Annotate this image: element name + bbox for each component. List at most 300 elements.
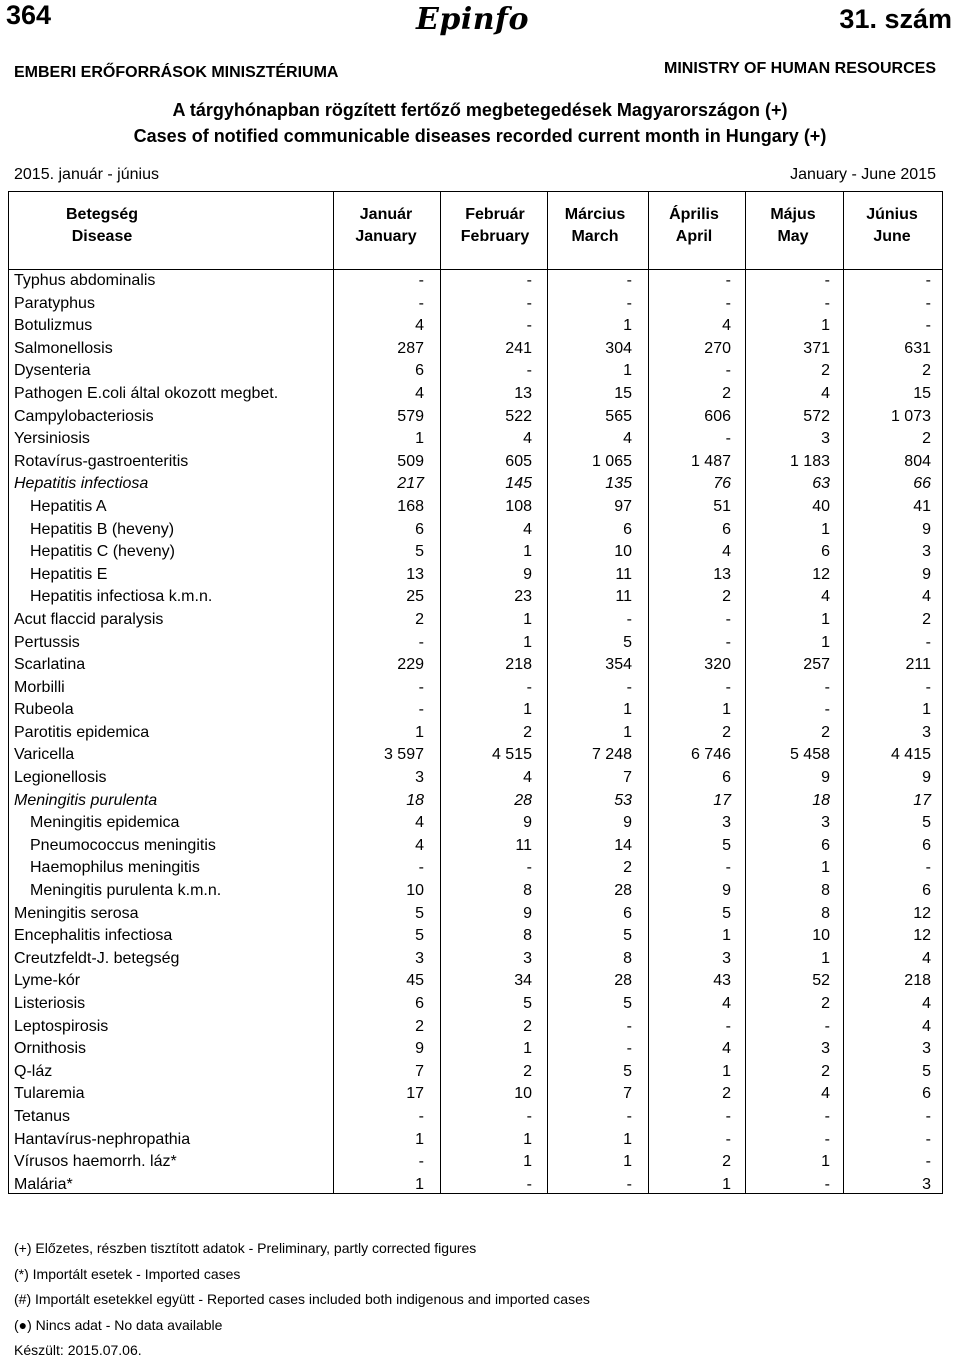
column-separator: [745, 192, 746, 1193]
case-count-cell: 1: [623, 723, 632, 741]
case-count-cell: 2: [821, 723, 830, 741]
column-header-hu: Március: [564, 206, 626, 223]
table-row: [9, 406, 942, 429]
case-count-cell: -: [925, 317, 931, 335]
disease-name: Listeriosis: [14, 995, 86, 1012]
case-count-cell: 17: [406, 1085, 424, 1103]
table-row: [9, 270, 942, 293]
case-count-cell: 18: [812, 791, 830, 809]
case-count-cell: 1: [415, 1130, 424, 1148]
case-count-cell: 1: [722, 1062, 731, 1080]
case-count-cell: 1: [523, 1130, 532, 1148]
case-count-cell: 6: [623, 904, 632, 922]
case-count-cell: 509: [397, 452, 424, 470]
column-header: [22, 204, 182, 248]
case-count-cell: -: [725, 610, 731, 628]
case-count-cell: 3 597: [383, 746, 424, 764]
case-count-cell: -: [725, 859, 731, 877]
case-count-cell: 1: [821, 859, 830, 877]
disease-name: Ornithosis: [14, 1040, 87, 1058]
disease-name: Encephalitis infectiosa: [14, 927, 173, 945]
table-row: [9, 428, 942, 451]
table-row: [9, 790, 942, 813]
case-count-cell: 7 248: [591, 746, 632, 764]
case-count-cell: 15: [913, 384, 931, 402]
case-count-cell: 5: [922, 814, 931, 832]
case-count-cell: 287: [397, 339, 424, 357]
case-count-cell: 10: [514, 1085, 532, 1103]
case-count-cell: 4: [415, 814, 424, 832]
disease-name: Typhus abdominalis: [14, 272, 156, 289]
case-count-cell: 218: [904, 972, 931, 990]
case-count-cell: 8: [821, 882, 830, 900]
case-count-cell: -: [725, 1130, 731, 1148]
case-count-cell: -: [626, 1175, 632, 1193]
case-count-cell: 1: [623, 317, 632, 335]
case-count-cell: 13: [713, 565, 731, 583]
column-header-hu: Betegség: [65, 206, 139, 223]
case-count-cell: 1 183: [789, 452, 830, 470]
case-count-cell: -: [725, 430, 731, 448]
table-row: [9, 948, 942, 971]
case-count-cell: 579: [397, 407, 424, 425]
table-row: [9, 315, 942, 338]
case-count-cell: 6: [415, 520, 424, 538]
case-count-cell: -: [925, 633, 931, 651]
case-count-cell: 1: [821, 520, 830, 538]
case-count-cell: 1: [821, 1153, 830, 1171]
case-count-cell: -: [626, 294, 632, 312]
case-count-cell: -: [526, 272, 532, 289]
case-count-cell: 63: [812, 475, 830, 493]
case-count-cell: 565: [605, 407, 632, 425]
case-count-cell: 5: [523, 995, 532, 1012]
case-count-cell: 52: [812, 972, 830, 990]
disease-name: Meningitis purulenta: [14, 791, 158, 809]
case-count-cell: -: [418, 294, 424, 312]
case-count-cell: 10: [406, 882, 424, 900]
case-count-cell: 5: [623, 1062, 632, 1080]
case-count-cell: 41: [913, 497, 931, 515]
case-count-cell: 1: [523, 1040, 532, 1058]
table-row: [9, 722, 942, 745]
table-row: [9, 857, 942, 880]
column-header-en: Disease: [71, 228, 133, 245]
disease-name: Botulizmus: [14, 317, 93, 335]
disease-name: Scarlatina: [14, 656, 86, 674]
case-count-cell: 257: [803, 656, 830, 674]
column-separator: [547, 192, 548, 1193]
disease-name: Salmonellosis: [14, 339, 113, 357]
case-count-cell: -: [925, 1130, 931, 1148]
case-count-cell: 5: [415, 904, 424, 922]
case-count-cell: 1: [821, 317, 830, 335]
table-row: [9, 1061, 942, 1084]
case-count-cell: 45: [406, 972, 424, 990]
column-header-hu: Május: [770, 206, 816, 223]
case-count-cell: 1: [623, 701, 632, 719]
case-count-cell: 6: [922, 836, 931, 854]
column-header-hu: Január: [359, 206, 413, 223]
case-count-cell: 1 073: [890, 407, 931, 425]
column-separator: [333, 192, 334, 1193]
case-count-cell: 12: [913, 904, 931, 922]
case-count-cell: 5: [623, 995, 632, 1012]
case-count-cell: 53: [614, 791, 632, 809]
disease-name: Meningitis serosa: [14, 904, 139, 922]
case-count-cell: 40: [812, 497, 830, 515]
case-count-cell: 76: [713, 475, 731, 493]
case-count-cell: 3: [922, 1175, 931, 1193]
case-count-cell: 2: [722, 1153, 731, 1171]
case-count-cell: 9: [922, 565, 931, 583]
table-row: [9, 586, 942, 609]
case-count-cell: -: [526, 294, 532, 312]
case-count-cell: -: [526, 1107, 532, 1125]
case-count-cell: 97: [614, 497, 632, 515]
case-count-cell: 3: [821, 1040, 830, 1058]
case-count-cell: 5: [415, 543, 424, 561]
case-count-cell: 2: [722, 384, 731, 402]
disease-name: Rubeola: [14, 701, 74, 719]
case-count-cell: -: [418, 1153, 424, 1171]
case-count-cell: 11: [615, 565, 632, 583]
case-count-cell: -: [418, 859, 424, 877]
case-count-cell: 6: [722, 520, 731, 538]
case-count-cell: 4: [821, 1085, 830, 1103]
case-count-cell: 6: [623, 520, 632, 538]
table-row: [9, 1083, 942, 1106]
column-header-hu: Április: [669, 206, 719, 223]
case-count-cell: 1: [821, 610, 830, 628]
case-count-cell: 2: [523, 723, 532, 741]
case-count-cell: 217: [397, 475, 424, 493]
case-count-cell: 1 487: [690, 452, 731, 470]
case-count-cell: 3: [922, 723, 931, 741]
case-count-cell: 1: [623, 362, 632, 380]
case-count-cell: 572: [803, 407, 830, 425]
case-count-cell: -: [925, 294, 931, 312]
disease-name: Haemophilus meningitis: [30, 859, 200, 877]
column-separator: [440, 192, 441, 1193]
case-count-cell: 23: [514, 588, 532, 606]
case-count-cell: 1: [415, 723, 424, 741]
case-count-cell: 4: [722, 317, 731, 335]
disease-name: Tularemia: [14, 1085, 85, 1103]
case-count-cell: 5: [623, 633, 632, 651]
table-row: [9, 473, 942, 496]
table-row: [9, 1174, 942, 1197]
table-row: [9, 993, 942, 1016]
case-count-cell: 5: [722, 904, 731, 922]
table-row: [9, 1038, 942, 1061]
case-count-cell: -: [526, 1175, 532, 1193]
case-count-cell: -: [925, 1107, 931, 1125]
case-count-cell: -: [626, 1040, 632, 1058]
case-count-cell: 4: [922, 588, 931, 606]
case-count-cell: 28: [514, 791, 532, 809]
case-count-cell: 2: [722, 1085, 731, 1103]
case-count-cell: -: [824, 272, 830, 289]
table-row: [9, 1129, 942, 1152]
table-row: [9, 925, 942, 948]
case-count-cell: -: [824, 1175, 830, 1193]
case-count-cell: -: [925, 678, 931, 696]
footnotes: [14, 1236, 590, 1338]
case-count-cell: -: [824, 701, 830, 719]
table-title-hu: A tárgyhónapban rögzített fertőző megbetegedések Magyarországon (+): [172, 100, 788, 120]
case-count-cell: -: [824, 678, 830, 696]
disease-name: Pneumococcus meningitis: [30, 836, 216, 854]
case-count-cell: 2: [415, 610, 424, 628]
case-count-cell: 2: [821, 995, 830, 1012]
case-count-cell: 1: [523, 633, 532, 651]
disease-name: Lyme-kór: [14, 972, 81, 990]
case-count-cell: 5: [623, 927, 632, 945]
case-count-cell: -: [824, 1130, 830, 1148]
table-row: [9, 383, 942, 406]
table-row: [9, 654, 942, 677]
case-count-cell: 15: [614, 384, 632, 402]
case-count-cell: 4: [821, 384, 830, 402]
case-count-cell: 11: [515, 836, 532, 854]
table-row: [9, 970, 942, 993]
table-row: [9, 564, 942, 587]
case-count-cell: 7: [415, 1062, 424, 1080]
case-count-cell: 18: [406, 791, 424, 809]
table-row: [9, 699, 942, 722]
column-separator: [843, 192, 844, 1193]
disease-name: Legionellosis: [14, 769, 107, 787]
case-count-cell: 4: [415, 836, 424, 854]
table-row: [9, 632, 942, 655]
case-count-cell: 5: [722, 836, 731, 854]
case-count-cell: 8: [623, 949, 632, 967]
case-count-cell: 6: [922, 1085, 931, 1103]
case-count-cell: 145: [505, 475, 532, 493]
case-count-cell: -: [725, 294, 731, 312]
footnote: (+) Előzetes, részben tisztított adatok - Preliminary, partly corrected figures: [14, 1240, 477, 1256]
case-count-cell: 5 458: [789, 746, 830, 764]
case-count-cell: 3: [523, 949, 532, 967]
case-count-cell: 1: [623, 1153, 632, 1171]
table-row: [9, 1016, 942, 1039]
case-count-cell: 6: [821, 836, 830, 854]
case-count-cell: 4: [821, 588, 830, 606]
case-count-cell: 270: [704, 339, 731, 357]
case-count-cell: -: [626, 1017, 632, 1035]
case-count-cell: 211: [905, 656, 931, 674]
case-count-cell: -: [725, 1017, 731, 1035]
case-count-cell: 3: [722, 949, 731, 967]
case-count-cell: 3: [821, 814, 830, 832]
table-row: [9, 360, 942, 383]
case-count-cell: 9: [722, 882, 731, 900]
case-count-cell: 1: [722, 1175, 731, 1193]
footnote: (#) Importált esetekkel együtt - Reported cases included both indigenous and imported cases: [14, 1291, 590, 1307]
case-count-cell: -: [626, 272, 632, 289]
case-count-cell: 9: [523, 565, 532, 583]
case-count-cell: 2: [523, 1017, 532, 1035]
case-count-cell: 631: [904, 339, 931, 357]
case-count-cell: 3: [821, 430, 830, 448]
case-count-cell: 4: [523, 769, 532, 787]
disease-name: Hepatitis infectiosa k.m.n.: [30, 588, 213, 606]
case-count-cell: 7: [623, 769, 632, 787]
disease-name: Parotitis epidemica: [14, 723, 150, 741]
case-count-cell: 4: [623, 430, 632, 448]
disease-name: Meningitis epidemica: [30, 814, 180, 832]
case-count-cell: 371: [803, 339, 830, 357]
case-count-cell: -: [626, 610, 632, 628]
disease-name: Pertussis: [14, 633, 80, 651]
case-count-cell: -: [526, 859, 532, 877]
case-count-cell: 6: [821, 543, 830, 561]
case-count-cell: 17: [713, 791, 731, 809]
case-count-cell: 4: [922, 949, 931, 967]
table-body: [9, 270, 942, 1196]
case-count-cell: 1: [523, 610, 532, 628]
disease-name: Hepatitis B (heveny): [30, 520, 175, 538]
case-count-cell: -: [626, 678, 632, 696]
case-count-cell: 9: [415, 1040, 424, 1058]
table-row: [9, 1106, 942, 1129]
disease-name: Tetanus: [14, 1107, 71, 1125]
case-count-cell: -: [725, 272, 731, 289]
table-row: [9, 812, 942, 835]
case-count-cell: -: [526, 678, 532, 696]
disease-name: Yersiniosis: [14, 430, 90, 448]
case-count-cell: -: [526, 362, 532, 380]
case-count-cell: 5: [922, 1062, 931, 1080]
case-count-cell: 2: [722, 588, 731, 606]
table-header: [9, 192, 942, 270]
case-count-cell: 1: [821, 633, 830, 651]
case-count-cell: -: [725, 362, 731, 380]
disease-name: Leptospirosis: [14, 1017, 109, 1035]
case-count-cell: 1: [523, 701, 532, 719]
case-count-cell: 3: [722, 814, 731, 832]
case-count-cell: 2: [415, 1017, 424, 1035]
case-count-cell: 804: [904, 452, 931, 470]
case-count-cell: 10: [614, 543, 632, 561]
table-row: [9, 880, 942, 903]
disease-name: Hepatitis E: [30, 565, 108, 583]
case-count-cell: 4: [415, 384, 424, 402]
case-count-cell: 4: [722, 543, 731, 561]
case-count-cell: 8: [523, 927, 532, 945]
column-header-en: March: [571, 228, 619, 245]
case-count-cell: 2: [623, 859, 632, 877]
case-count-cell: 34: [514, 972, 532, 990]
case-count-cell: 168: [397, 497, 424, 515]
column-header: [812, 204, 960, 248]
case-count-cell: 6: [922, 882, 931, 900]
case-count-cell: -: [418, 633, 424, 651]
case-count-cell: 606: [704, 407, 731, 425]
table-row: [9, 677, 942, 700]
case-count-cell: -: [418, 678, 424, 696]
case-count-cell: 7: [623, 1085, 632, 1103]
disease-name: Hepatitis C (heveny): [30, 543, 175, 561]
case-count-cell: 4: [922, 995, 931, 1012]
column-header-en: June: [873, 228, 911, 245]
case-count-cell: -: [925, 1153, 931, 1171]
case-count-cell: -: [925, 859, 931, 877]
case-count-cell: 6: [722, 769, 731, 787]
column-header-hu: Február: [465, 206, 525, 223]
case-count-cell: 28: [614, 972, 632, 990]
disease-name: Acut flaccid paralysis: [14, 610, 164, 628]
case-count-cell: 51: [713, 497, 731, 515]
table-row: [9, 767, 942, 790]
table-row: [9, 541, 942, 564]
page-number: 364: [6, 0, 52, 30]
case-count-cell: 25: [406, 588, 424, 606]
case-count-cell: 4: [722, 995, 731, 1012]
disease-name: Rotavírus-gastroenteritis: [14, 452, 189, 470]
case-count-cell: 1: [415, 430, 424, 448]
table-row: [9, 519, 942, 542]
period-en: January - June 2015: [790, 166, 936, 183]
column-header-hu: Június: [866, 206, 918, 223]
case-count-cell: 4 415: [890, 746, 931, 764]
case-count-cell: 2: [722, 723, 731, 741]
case-count-cell: -: [725, 678, 731, 696]
case-count-cell: 605: [505, 452, 532, 470]
case-count-cell: 1: [922, 701, 931, 719]
case-count-cell: 6: [415, 995, 424, 1012]
footnote: (●) Nincs adat - No data available: [14, 1316, 223, 1333]
case-count-cell: 4: [523, 520, 532, 538]
case-count-cell: 10: [812, 927, 830, 945]
case-count-cell: 304: [605, 339, 632, 357]
issue-number: 31. szám: [839, 4, 952, 34]
ministry-name-hu: EMBERI ERŐFORRÁSOK MINISZTÉRIUMA: [14, 64, 339, 81]
case-count-cell: 11: [615, 588, 632, 606]
case-count-cell: 8: [523, 882, 532, 900]
case-count-cell: 135: [605, 475, 632, 493]
footnote: (*) Importált esetek - Imported cases: [14, 1265, 241, 1282]
case-count-cell: 6 746: [690, 746, 731, 764]
case-count-cell: 4: [523, 430, 532, 448]
table-row: [9, 835, 942, 858]
case-count-cell: 28: [614, 882, 632, 900]
table-row: [9, 1151, 942, 1174]
case-count-cell: -: [824, 294, 830, 312]
case-count-cell: 43: [713, 972, 731, 990]
case-count-cell: 2: [922, 430, 931, 448]
case-count-cell: 12: [913, 927, 931, 945]
case-count-cell: 1: [415, 1175, 424, 1193]
column-header-en: January: [355, 228, 417, 245]
disease-name: Campylobacteriosis: [14, 407, 154, 425]
case-count-cell: 13: [514, 384, 532, 402]
period-hu: 2015. január - június: [14, 166, 159, 183]
ministry-name-en: MINISTRY OF HUMAN RESOURCES: [663, 60, 936, 77]
case-count-cell: 218: [505, 656, 532, 674]
case-count-cell: 354: [605, 656, 632, 674]
case-count-cell: 1: [722, 927, 731, 945]
prepared-date: Készült: 2015.07.06.: [14, 1342, 142, 1358]
disease-name: Malária*: [14, 1175, 73, 1193]
column-header-en: April: [675, 228, 713, 245]
table-row: [9, 338, 942, 361]
disease-name: Dysenteria: [14, 362, 91, 380]
case-count-cell: 2: [922, 362, 931, 380]
table-row: [9, 903, 942, 926]
epinfo-logo: Epinfo: [416, 2, 529, 37]
